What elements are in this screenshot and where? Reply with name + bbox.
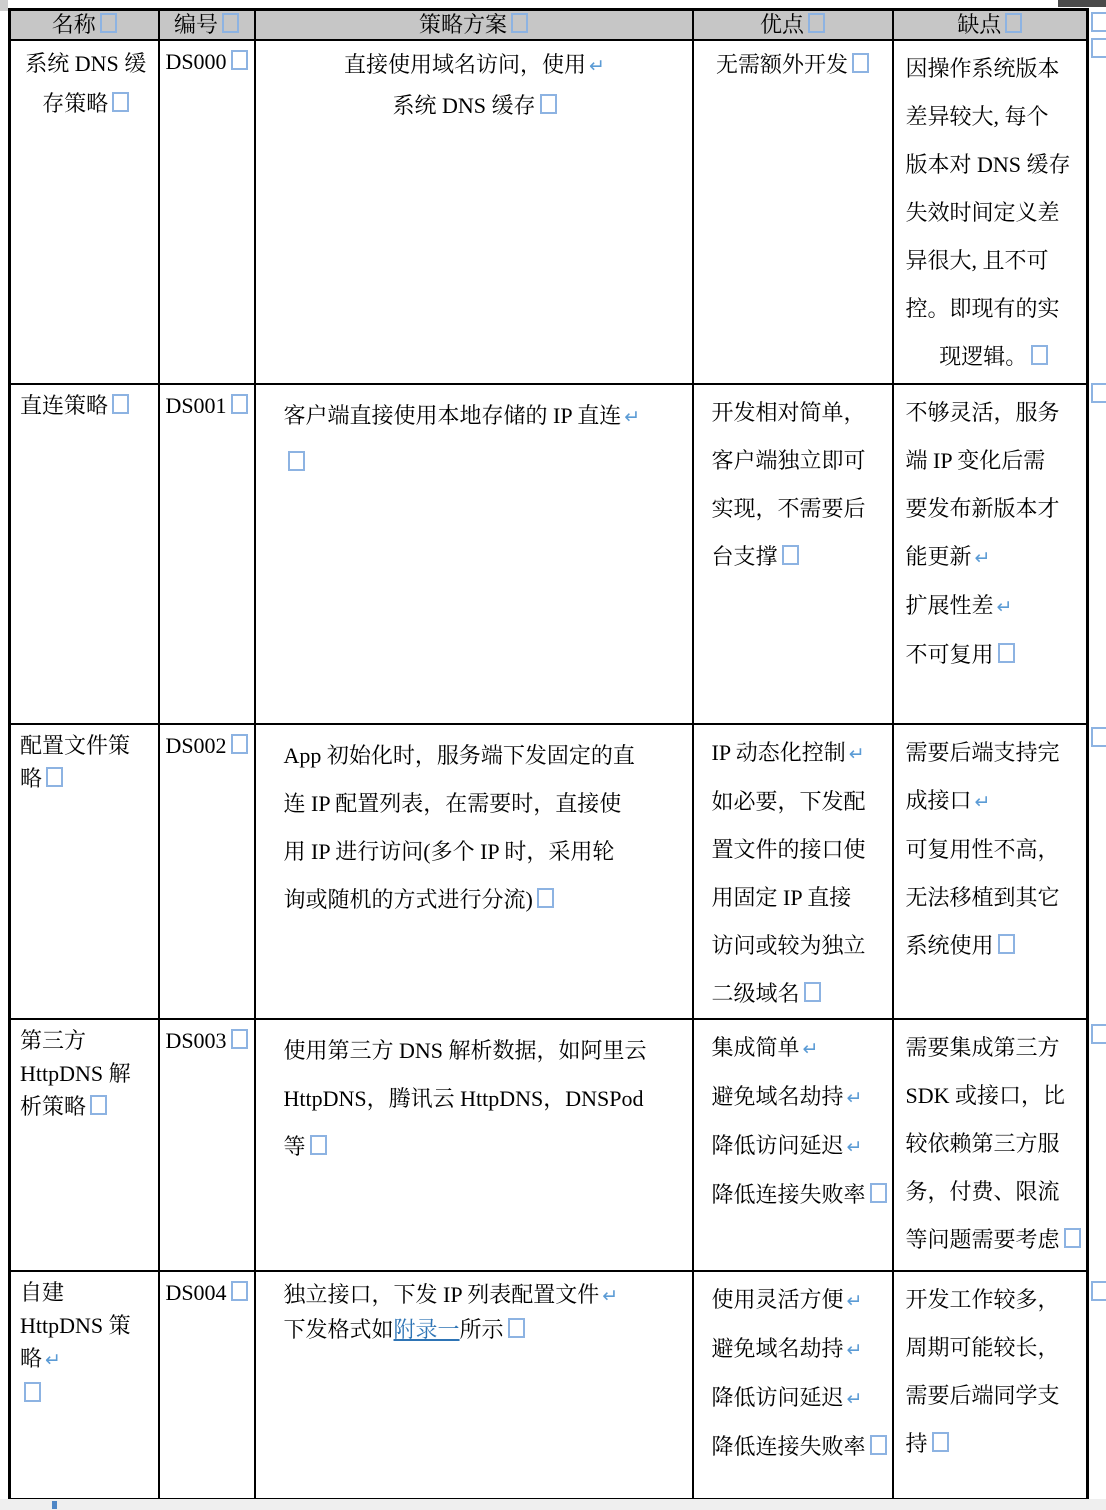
cell-text: 开发相对简单， [711,400,866,425]
cell-end-marker [46,767,63,787]
cell-plan[interactable] [255,1271,693,1499]
appendix-link[interactable]: 附录一 [393,1317,460,1342]
cell-text: 现逻辑。 [939,344,1028,369]
cell-end-marker [231,394,248,414]
cell-end-marker [1064,1228,1081,1248]
text-line [284,393,666,440]
text-line [906,1324,1083,1372]
scrollbar-fragment [1058,0,1106,7]
cell-text: 直连策略 [20,393,109,418]
cell-text: 析策略 [20,1094,87,1119]
text-line [284,86,666,126]
cell-text: HttpDNS 解 [20,1061,131,1086]
cell-end-marker [231,1029,248,1049]
cell-name[interactable] [10,1019,159,1271]
line-break-mark: ↵ [602,1285,619,1307]
text-line [712,437,888,485]
row-end-marker [1091,1281,1106,1301]
cell-text: DS003 [165,1028,227,1053]
text-line [906,285,1083,333]
text-line [906,485,1083,533]
text-line [284,1075,666,1123]
cell-text: 能更新 [905,544,972,569]
cell-text: 成接口 [905,788,972,813]
cell-text: 存策略 [42,91,109,116]
cell-text: 控。即现有的实 [905,296,1060,321]
cell-text: 务，付费、限流 [905,1179,1060,1204]
line-break-mark: ↵ [846,1136,863,1158]
page-bottom-edge [0,1499,1106,1510]
cell-text: 询或随机的方式进行分流) [283,887,533,912]
cell-end-marker [310,1135,327,1155]
line-break-mark: ↵ [846,1290,863,1312]
line-break-mark: ↵ [45,1349,61,1371]
cell-end-marker [112,92,129,112]
cell-text: 异很大, 且不可 [905,248,1049,273]
cell-text: DS004 [165,1280,227,1305]
cell-end-marker [222,13,239,33]
cell-text: 避免域名劫持 [711,1084,844,1109]
cell-text: 扩展性差 [905,593,994,618]
header-name[interactable] [10,10,159,41]
cell-text: 无法移植到其它 [905,885,1060,910]
cell-text: 无需额外开发 [715,52,848,77]
cell-end-marker [24,1382,41,1402]
text-line [712,874,888,922]
text-line [284,1027,666,1075]
cell-end-marker [537,888,554,908]
cell-code[interactable] [159,724,255,1019]
cell-text: 系统使用 [905,933,994,958]
cell-text: 等问题需要考虑 [905,1227,1060,1252]
cell-text: 访问或较为独立 [711,933,866,958]
text-line [712,1423,888,1471]
cell-plan[interactable] [255,1019,693,1271]
cell-text: SDK 或接口，比 [905,1083,1066,1108]
cell-text: 用 IP 进行访问(多个 IP 时，采用轮 [283,839,615,864]
table-row [10,1019,1088,1271]
cell-text: 自建 [20,1280,65,1305]
text-line [906,1024,1083,1072]
text-line [160,728,254,764]
line-break-mark: ↵ [589,55,605,77]
cell-text: 降低访问延迟 [711,1385,844,1410]
text-line [160,1275,254,1311]
text-line [284,732,666,780]
cell-text: 周期可能较长， [905,1335,1060,1360]
cell-text: 置文件的接口使 [711,837,866,862]
cell-cons[interactable] [893,384,1088,724]
cell-name[interactable] [10,724,159,1019]
cell-plan[interactable] [255,384,693,724]
cell-cons[interactable] [893,40,1088,384]
row-end-marker [1091,38,1106,58]
cell-text: 连 IP 配置列表，在需要时，直接使 [283,791,622,816]
cell-text: 等 [283,1134,306,1159]
text-line [712,826,888,874]
text-line [284,1123,666,1171]
text-line [712,1073,888,1122]
text-line [906,189,1083,237]
cell-text: 较依赖第三方服 [905,1131,1060,1156]
text-line [712,533,888,581]
cell-end-marker [231,734,248,754]
header-cons[interactable] [893,10,1088,41]
cell-cons[interactable] [893,1019,1088,1271]
text-line [906,1420,1083,1468]
cell-text: 需要后端同学支 [905,1383,1060,1408]
header-plan[interactable] [255,10,693,41]
cell-text: 下发格式如 [283,1317,394,1342]
text-line [906,333,1083,381]
cell-text: 不够灵活，服务 [905,400,1060,425]
cell-end-marker [100,13,117,33]
text-line [712,389,888,437]
cell-end-marker [804,982,821,1002]
text-line [906,729,1083,777]
table-row [10,724,1088,1019]
text-line [20,44,152,84]
cell-text: HttpDNS 策 [20,1313,131,1338]
cell-name[interactable] [10,40,159,384]
cell-text: 直接使用域名访问，使用 [344,52,587,77]
cell-text: 降低连接失败率 [711,1182,866,1207]
header-pros[interactable] [693,10,893,41]
text-line [160,388,254,424]
line-break-mark: ↵ [846,1087,863,1109]
text-line [906,237,1083,285]
cell-code[interactable] [159,384,255,724]
text-line [160,1023,254,1059]
line-break-mark: ↵ [802,1038,819,1060]
cell-text: 所示 [459,1317,504,1342]
text-line [712,485,888,533]
text-line [712,778,888,826]
text-line [284,45,666,86]
cell-text: 开发工作较多， [905,1287,1060,1312]
cell-text: App 初始化时，服务端下发固定的直 [283,743,635,768]
table-row [10,40,1088,384]
text-line [712,970,888,1018]
cell-text: 持 [905,1431,928,1456]
cell-text: 如必要，下发配 [711,789,866,814]
cell-text: 客户端独立即可 [711,448,866,473]
cell-text: 集成简单 [711,1035,800,1060]
row-end-marker [1091,12,1106,32]
text-line [284,1313,666,1346]
cell-end-marker [508,1318,525,1338]
cell-text: 略 [20,766,43,791]
header-row [10,10,1088,41]
cell-pros[interactable] [693,1019,893,1271]
cell-end-marker [231,50,248,70]
cell-end-marker [540,94,557,114]
cell-code[interactable] [159,40,255,384]
cell-text: 用固定 IP 直接 [711,885,852,910]
row-end-marker [1091,1024,1106,1044]
cell-text: 需要后端支持完 [905,740,1060,765]
text-line [20,1024,152,1057]
text-line [700,45,886,85]
text-line [906,874,1083,922]
cell-cons[interactable] [893,1271,1088,1499]
line-break-mark: ↵ [996,596,1013,618]
text-line [712,922,888,970]
header-label: 策略方案 [418,12,507,37]
cell-plan[interactable] [255,40,693,384]
text-line [712,1122,888,1171]
line-break-mark: ↵ [846,1388,863,1410]
cell-text: 系统 DNS 缓存 [392,93,536,118]
cell-end-marker [852,53,869,73]
text-line [20,1342,152,1377]
cell-text: 系统 DNS 缓 [25,51,147,76]
text-line [712,1374,888,1423]
cell-end-marker [782,545,799,565]
cell-end-marker [511,13,528,33]
text-line [906,93,1083,141]
text-line [712,1171,888,1219]
cell-text: DS000 [165,49,227,74]
cell-text: 可复用性不高， [905,837,1060,862]
header-label: 缺点 [957,12,1002,37]
cell-text: 实现，不需要后 [711,496,866,521]
cell-text: 客户端直接使用本地存储的 IP 直连 [283,403,622,428]
cell-text: 配置文件策 [20,733,131,758]
text-line [906,1072,1083,1120]
cell-pros[interactable] [693,384,893,724]
cell-text: 使用灵活方便 [711,1287,844,1312]
cell-end-marker [932,1432,949,1452]
text-line [20,1090,152,1123]
text-line [906,1276,1083,1324]
cell-text: 端 IP 变化后需 [905,448,1046,473]
line-break-mark: ↵ [848,743,865,765]
cell-end-marker [288,451,305,471]
cell-end-marker [808,13,825,33]
text-line [712,729,888,778]
header-label: 编号 [173,12,218,37]
cell-text: 版本对 DNS 缓存 [905,152,1071,177]
text-line [20,1309,152,1342]
cell-pros[interactable] [693,1271,893,1499]
text-line [20,1377,152,1410]
cell-text: 降低访问延迟 [711,1133,844,1158]
text-line [284,440,666,485]
cell-end-marker [870,1435,887,1455]
text-line [906,1168,1083,1216]
text-line [906,45,1083,93]
table-row [10,1271,1088,1499]
text-line [284,780,666,828]
text-line [906,631,1083,679]
text-line [906,437,1083,485]
line-break-mark: ↵ [624,406,641,428]
cell-text: 失效时间定义差 [905,200,1060,225]
cell-name[interactable] [10,384,159,724]
text-line [906,922,1083,970]
text-line [906,1372,1083,1420]
cell-end-marker [112,394,129,414]
cell-end-marker [1005,13,1022,33]
row-end-marker [1091,727,1106,747]
text-line [20,389,152,422]
cell-end-marker [1031,345,1048,365]
line-break-mark: ↵ [974,791,991,813]
text-line [906,1120,1083,1168]
cell-text: 第三方 [20,1028,87,1053]
paragraph-mark-below-table [52,1501,57,1509]
text-line [284,1278,666,1313]
cell-text: DS002 [165,733,227,758]
cell-text: 使用第三方 DNS 解析数据，如阿里云 [283,1038,647,1063]
line-break-mark: ↵ [974,547,991,569]
text-line [20,1057,152,1090]
cell-text: 要发布新版本才 [905,496,1060,521]
text-line [284,828,666,876]
text-line [20,84,152,124]
table-move-handle[interactable] [0,0,8,11]
text-line [906,533,1083,582]
cell-text: 不可复用 [905,642,994,667]
cell-text: 独立接口，下发 IP 列表配置文件 [283,1282,600,1307]
cell-plan[interactable] [255,724,693,1019]
cell-cons[interactable] [893,724,1088,1019]
cell-text: 略 [20,1346,43,1371]
cell-text: DS001 [165,393,227,418]
text-line [712,1024,888,1073]
text-line [906,777,1083,826]
text-line [160,44,254,80]
text-line [284,876,666,924]
text-line [906,141,1083,189]
text-line [906,582,1083,631]
cell-name[interactable] [10,1271,159,1499]
cell-pros[interactable] [693,40,893,384]
cell-end-marker [90,1095,107,1115]
text-line [20,729,152,762]
cell-code[interactable] [159,1019,255,1271]
cell-code[interactable] [159,1271,255,1499]
header-code[interactable] [159,10,255,41]
cell-text: 需要集成第三方 [905,1035,1060,1060]
cell-end-marker [231,1281,248,1301]
cell-text: 降低连接失败率 [711,1434,866,1459]
cell-text: 二级域名 [711,981,800,1006]
header-label: 名称 [51,12,96,37]
cell-text: 台支撑 [711,544,778,569]
header-label: 优点 [759,12,804,37]
cell-end-marker [998,643,1015,663]
table-row [10,384,1088,724]
strategy-table [8,8,1089,1501]
cell-text: HttpDNS，腾讯云 HttpDNS，DNSPod [283,1086,644,1111]
cell-end-marker [998,934,1015,954]
text-line [712,1276,888,1325]
text-line [712,1325,888,1374]
cell-end-marker [870,1183,887,1203]
text-line [906,389,1083,437]
text-line [906,826,1083,874]
line-break-mark: ↵ [846,1339,863,1361]
cell-text: 避免域名劫持 [711,1336,844,1361]
text-line [20,1276,152,1309]
cell-text: IP 动态化控制 [711,740,846,765]
cell-text: 因操作系统版本 [905,56,1060,81]
text-line [906,1216,1083,1264]
row-end-marker [1091,383,1106,403]
cell-text: 差异较大, 每个 [905,104,1049,129]
text-line [20,762,152,795]
cell-pros[interactable] [693,724,893,1019]
